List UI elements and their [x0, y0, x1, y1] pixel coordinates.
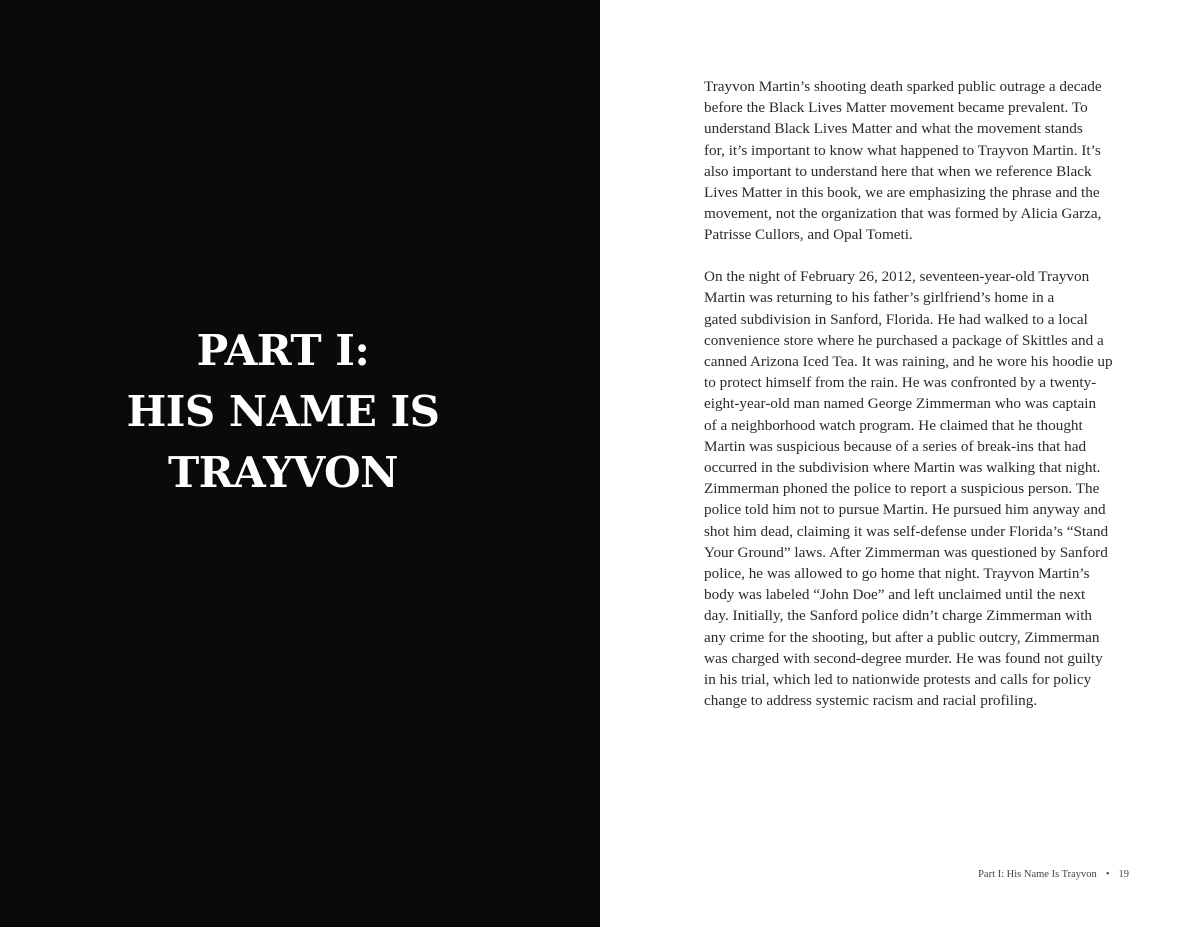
text-line: shot him dead, claiming it was self-defense under Florida’s “Stand: [704, 522, 1109, 540]
text-line: Zimmerman phoned the police to report a suspicious person. The: [704, 480, 1100, 498]
text-line: police told him not to pursue Martin. He pursued him anyway and: [704, 501, 1106, 519]
text-line: occurred in the subdivision where Martin was walking that night.: [704, 459, 1101, 477]
text-line: Your Ground” laws. After Zimmerman was questioned by Sanford: [704, 543, 1108, 561]
text-line: of a neighborhood watch program. He claimed that he thought: [704, 416, 1083, 434]
text-line: Trayvon Martin’s shooting death sparked public outrage a decade: [704, 78, 1102, 95]
page-number: 19: [1118, 869, 1129, 880]
text-line: before the Black Lives Matter movement became prevalent. To: [704, 99, 1088, 117]
text-line: also important to understand here that when we reference Black: [704, 162, 1092, 180]
footer-separator: •: [1105, 869, 1110, 880]
text-line: in his trial, which led to nationwide protests and calls for policy: [704, 671, 1092, 689]
text-line: On the night of February 26, 2012, seventeen-year-old Trayvon: [704, 268, 1090, 286]
text-line: to protect himself from the rain. He was confronted by a twenty-: [704, 374, 1097, 392]
text-line: day. Initially, the Sanford police didn’t charge Zimmerman with: [704, 607, 1093, 625]
paragraph-intro: [704, 76, 1134, 246]
paragraph-narrative: [704, 266, 1134, 711]
text-line: Martin was returning to his father’s girlfriend’s home in a: [704, 289, 1055, 307]
part-title-line: TRAYVON: [168, 448, 398, 497]
text-line: was charged with second-degree murder. He was found not guilty: [704, 649, 1103, 667]
text-line: canned Arizona Iced Tea. It was raining, and he wore his hoodie up: [704, 353, 1113, 371]
text-line: movement, not the organization that was formed by Alicia Garza,: [704, 205, 1102, 223]
running-head: Part I: His Name Is Trayvon: [978, 869, 1097, 880]
right-page: [600, 0, 1200, 927]
text-line: Patrisse Cullors, and Opal Tometi.: [704, 226, 913, 244]
text-line: Martin was suspicious because of a series of break-ins that had: [704, 437, 1087, 455]
body-text: [704, 76, 1134, 732]
page-footer: [978, 869, 1129, 880]
text-line: any crime for the shooting, but after a public outcry, Zimmerman: [704, 628, 1100, 646]
text-line: change to address systemic racism and racial profiling.: [704, 692, 1038, 710]
text-line: eight-year-old man named George Zimmerman who was captain: [704, 395, 1097, 413]
part-title-line: HIS NAME IS: [126, 387, 440, 436]
text-line: convenience store where he purchased a package of Skittles and a: [704, 331, 1104, 349]
text-line: police, he was allowed to go home that night. Trayvon Martin’s: [704, 565, 1090, 583]
part-title: [82, 320, 484, 503]
text-line: Lives Matter in this book, we are emphasizing the phrase and the: [704, 184, 1100, 202]
part-title-line: PART I:: [196, 326, 370, 375]
text-line: understand Black Lives Matter and what the movement stands: [704, 120, 1083, 138]
text-line: for, it’s important to know what happened to Trayvon Martin. It’s: [704, 141, 1101, 159]
text-line: body was labeled “John Doe” and left unclaimed until the next: [704, 586, 1086, 604]
text-line: gated subdivision in Sanford, Florida. He had walked to a local: [704, 310, 1088, 328]
